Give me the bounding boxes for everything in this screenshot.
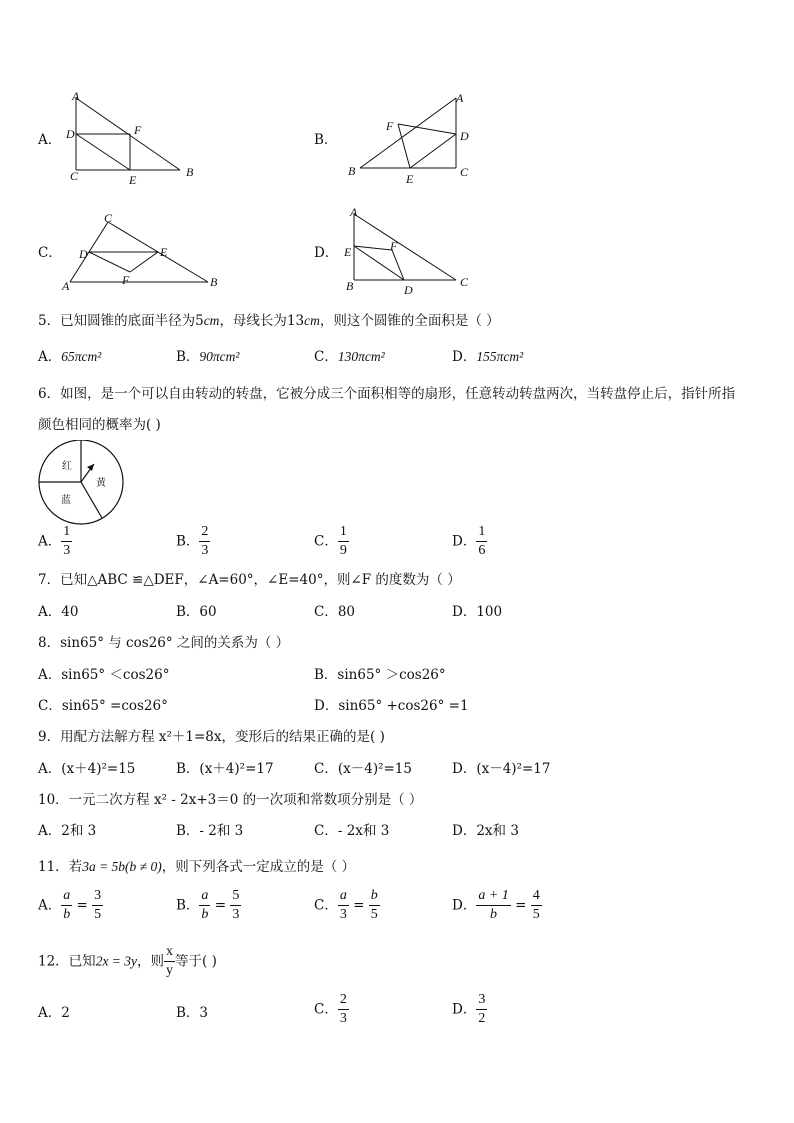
q4c-label-c: C bbox=[104, 211, 113, 225]
q11-option-c[interactable]: C． $\frac{a}{3}$ = $\frac{b}{5}$ bbox=[314, 888, 378, 922]
q4a-label-d: D bbox=[66, 127, 75, 141]
q4c-label-a: A bbox=[62, 279, 70, 293]
q10-option-b[interactable]: B．- 2和 3 bbox=[176, 823, 244, 839]
q4b-label-a: A bbox=[456, 91, 464, 105]
q6-option-a[interactable]: A． $\frac{1}{3}$ bbox=[38, 524, 71, 558]
q9-option-a[interactable]: A．(x＋4)²=15 bbox=[38, 761, 136, 777]
q4-option-b-letter: B． bbox=[314, 132, 338, 148]
q7-option-a[interactable]: A．40 bbox=[38, 604, 79, 620]
q4-option-c-letter: C． bbox=[38, 245, 62, 261]
spinner-figure bbox=[36, 440, 126, 526]
q4d-label-a: A bbox=[350, 205, 358, 219]
q11-stem: 11．若3a = 5b(b ≠ 0)，则下列各式一定成立的是（ ） bbox=[38, 859, 355, 875]
q6-option-d[interactable]: D． $\frac{1}{6}$ bbox=[452, 524, 486, 558]
q4-figure-a bbox=[62, 88, 207, 186]
q4b-label-b: B bbox=[348, 164, 356, 178]
q9-option-c[interactable]: C．(x－4)²=15 bbox=[314, 761, 412, 777]
q12-stem: 12．已知2x = 3y，则 $\frac{x}{y}$ 等于( ) bbox=[38, 944, 217, 978]
q4a-label-f: F bbox=[134, 123, 142, 137]
q4-option-d-letter: D． bbox=[314, 245, 339, 261]
q7-option-d[interactable]: D．100 bbox=[452, 604, 503, 620]
q4-figure-b bbox=[344, 88, 479, 186]
q12-option-b[interactable]: B．3 bbox=[176, 1005, 209, 1021]
q11-option-b[interactable]: B． $\frac{a}{b}$ = $\frac{5}{3}$ bbox=[176, 888, 240, 922]
q5-option-a[interactable]: A．65πcm² bbox=[38, 349, 102, 365]
q4a-label-a: A bbox=[72, 89, 80, 103]
q10-option-c[interactable]: C．- 2x和 3 bbox=[314, 823, 390, 839]
q12-option-d[interactable]: D． $\frac{3}{2}$ bbox=[452, 992, 486, 1026]
q5-option-d[interactable]: D．155πcm² bbox=[452, 349, 524, 365]
q7-stem: 7．已知△ABC ≌△DEF，∠A=60°，∠E=40°，则∠F 的度数为（ ） bbox=[38, 572, 461, 588]
q4b-label-f: F bbox=[386, 119, 394, 133]
q12-option-c[interactable]: C． $\frac{2}{3}$ bbox=[314, 992, 347, 1026]
q4a-label-b: B bbox=[186, 165, 194, 179]
q5-stem: 5．已知圆锥的底面半径为5cm，母线长为13cm，则这个圆锥的全面积是（ ） bbox=[38, 313, 500, 329]
q11-option-a[interactable]: A． $\frac{a}{b}$ = $\frac{3}{5}$ bbox=[38, 888, 102, 922]
q4a-label-c: C bbox=[70, 169, 79, 183]
q12-option-a[interactable]: A．2 bbox=[38, 1005, 70, 1021]
q10-option-d[interactable]: D．2x和 3 bbox=[452, 823, 519, 839]
q7-option-b[interactable]: B．60 bbox=[176, 604, 217, 620]
q8-stem: 8．sin65° 与 cos26° 之间的关系为（ ） bbox=[38, 635, 290, 651]
q4d-label-d: D bbox=[404, 283, 413, 297]
q4-option-a-letter: A． bbox=[38, 132, 62, 148]
q9-option-b[interactable]: B．(x＋4)²=17 bbox=[176, 761, 274, 777]
q8-option-a[interactable]: A．sin65° ＜cos26° bbox=[38, 667, 170, 683]
q8-option-c[interactable]: C．sin65° =cos26° bbox=[38, 698, 168, 714]
q7-option-c[interactable]: C．80 bbox=[314, 604, 356, 620]
q8-option-d[interactable]: D．sin65° +cos26° =1 bbox=[314, 698, 469, 714]
sector-label-yellow: 黄 bbox=[96, 478, 106, 489]
q4-figure-c bbox=[60, 208, 225, 294]
q4d-label-c: C bbox=[460, 275, 469, 289]
q11-option-d[interactable]: D． $\frac{a + 1}{b}$ = $\frac{4}{5}$ bbox=[452, 888, 540, 922]
q8-option-b[interactable]: B．sin65° ＞cos26° bbox=[314, 667, 446, 683]
sector-label-blue: 蓝 bbox=[61, 495, 71, 506]
q10-option-a[interactable]: A．2和 3 bbox=[38, 823, 97, 839]
q4d-label-b: B bbox=[346, 279, 354, 293]
sector-label-red: 红 bbox=[62, 461, 72, 472]
q9-stem: 9．用配方法解方程 x²＋1=8x，变形后的结果正确的是( ) bbox=[38, 729, 385, 745]
q5-option-b[interactable]: B．90πcm² bbox=[176, 349, 240, 365]
q6-stem-line1: 6．如图，是一个可以自由转动的转盘，它被分成三个面积相等的扇形，任意转动转盘两次，当转盘停止后，指针所指 bbox=[38, 386, 736, 402]
q4-figure-d bbox=[340, 200, 480, 300]
q4a-label-e: E bbox=[129, 173, 137, 186]
q6-option-c[interactable]: C． $\frac{1}{9}$ bbox=[314, 524, 347, 558]
q4b-label-c: C bbox=[460, 165, 469, 179]
q10-stem: 10．一元二次方程 x² - 2x+3＝0 的一次项和常数项分别是（ ） bbox=[38, 792, 423, 808]
q9-option-d[interactable]: D．(x－4)²=17 bbox=[452, 761, 551, 777]
q4c-label-e: E bbox=[160, 245, 168, 259]
q4c-label-b: B bbox=[210, 275, 218, 289]
q4d-label-e: E bbox=[344, 245, 352, 259]
q4c-label-d: D bbox=[79, 247, 88, 261]
q5-option-c[interactable]: C．130πcm² bbox=[314, 349, 385, 365]
q4b-label-d: D bbox=[460, 129, 469, 143]
q4c-label-f: F bbox=[122, 273, 130, 287]
q4d-label-f: F bbox=[390, 239, 398, 253]
q4b-label-e: E bbox=[406, 172, 414, 186]
q6-stem-line2: 颜色相同的概率为( ) bbox=[38, 417, 161, 433]
q6-option-b[interactable]: B． $\frac{2}{3}$ bbox=[176, 524, 209, 558]
